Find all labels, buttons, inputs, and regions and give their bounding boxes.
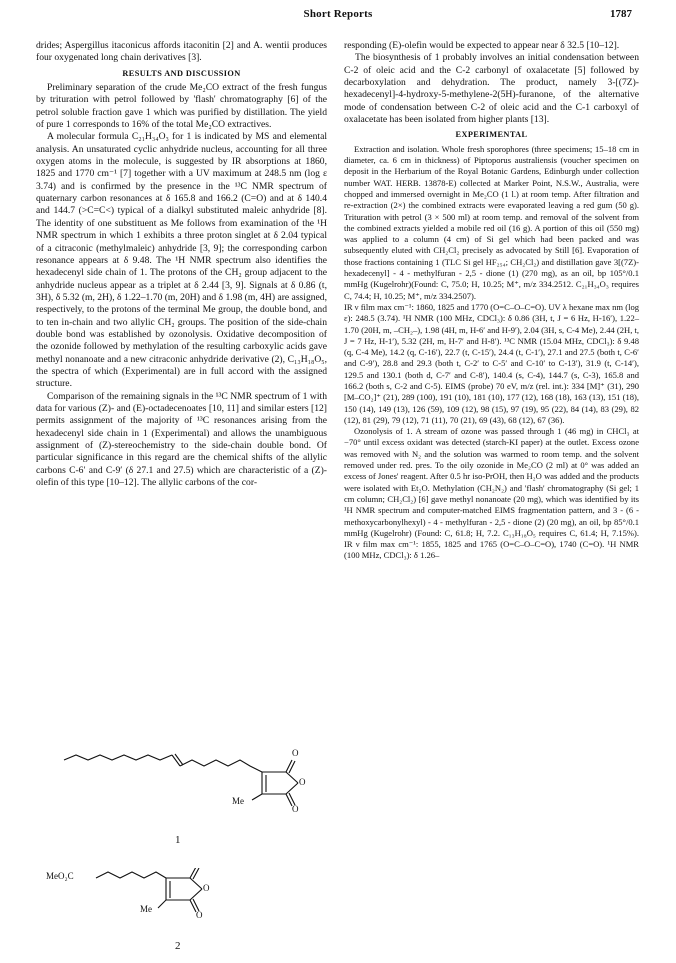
left-column	[36, 40, 327, 489]
right-intro-paragraph: responding (E)-olefin would be expected to appear near δ 32.5 [10–12].	[344, 40, 620, 51]
structure-2-ring-oxygen: O	[203, 883, 210, 893]
page-number: 1787	[610, 8, 632, 20]
structure-1-oxygen-bottom: O	[292, 804, 299, 814]
structure-1-oxygen-top: O	[292, 748, 299, 758]
running-title: Short Reports	[303, 8, 373, 20]
right-column	[344, 40, 639, 562]
results-paragraph-1: Preliminary separation of the crude Me₂CO extract of the fresh fungus by trituration with petrol followed by 'flash' chromatography [6] of the petrol soluble fraction gave 1 which was purified by distillation. The yield of pure 1 corresponds to 16% of the total Me₂CO extractives.	[36, 82, 327, 131]
structure-1-number: 1	[175, 834, 181, 846]
structure-1-ring-oxygen: O	[299, 777, 306, 787]
experimental-section	[344, 144, 639, 562]
ozonolysis-paragraph: Ozonolysis of 1. A stream of ozone was passed through 1 (46 mg) in CHCl₃ at −70° until excess oxidant was detected (starch-KI paper) at the outlet. Excess ozone was removed with N₂ and the solution was warmed to room temp. and the solvent removed under red. pres. To the oily ozonide in Me₂CO (2 ml) at 0° was added an excess of Jones' reagent. After 0.5 hr iso-PrOH, then H₂O was added and the products were isolated with Et₂O. Methylation (CH₂N₂) and 'flash' chromatography (Si gel; 1 cm column; CH₂Cl₂) [6] gave methyl nonanoate (20 mg), which was identified by its ¹H NMR spectrum and computer-matched EIMS fragmentation pattern, and 3 - (6 - methoxycarbonylhexyl) - 4 - methylfuran - 2,5 - dione (2) (20 mg), an oil, bp 85°/0.1 mmHg (Kugelrohr) (Found: C, 61.8; H, 7.2. C₁₃H₁₈O₅ requires C, 61.4; H, 7.15%). IR ν film max cm⁻¹: 1855, 1825 and 1765 (O=C–O–C=O), 1740 (C=O). ¹H NMR (100 MHz, CDCl₃): δ 1.26–	[344, 426, 639, 561]
structure-2-oxygen-bottom: O	[196, 910, 203, 920]
structure-1-drawing	[36, 752, 326, 852]
experimental-heading: EXPERIMENTAL	[455, 130, 528, 140]
structure-2-ester-label: MeO₂C	[46, 871, 74, 881]
left-intro-paragraph: drides; Aspergillus itaconicus affords itaconitin [2] and A. wentii produces four oxygenated long chain derivatives [3].	[36, 40, 327, 64]
structure-2	[36, 868, 326, 958]
structure-2-drawing	[36, 868, 326, 958]
structure-1-methyl-label: Me	[232, 796, 244, 806]
spectra-paragraph: IR ν film max cm⁻¹: 1860, 1825 and 1770 (O=C–O–C=O). UV λ hexane max nm (log ε): 248.5 (3.74). ¹H NMR (100 MHz, CDCl₃): δ 0.86 (3H, t, J = 6 Hz, H-16′), 1.22–1.70 (20H, m, –CH₂–), 1.98 (4H, m, H-6′ and H-9′), 2.04 (3H, s, C-4 Me), 2.44 (2H, t, J = 7 Hz, H-1′), 5.32 (2H, m, H-7′ and H-8′). ¹³C NMR (15.04 MHz, CDCl₃): δ 9.48 (q, C-4 Me), 14.2 (q, C-16′), 22.7 (t, C-15′), 24.4 (t, C-1′), 27.1 and 27.5 (both t, C-6′ and C-9′), 28.8 and 29.3 (both t, C-2′ to C-5′ and C-10′ to C-13′), 31.9 (t, C-14′), 129.5 and 130.1 (both d, C-7′ and C-8′), 140.4 (s, C-4), 144.7 (s, C-3), 165.8 and 166.2 (both s, C-2 and C-5). EIMS (probe) 70 eV, m/z (rel. int.): 334 [M]⁺ (31), 290 [M–CO₂]⁺ (21), 289 (100), 191 (10), 181 (10), 177 (12), 168 (18), 163 (13), 151 (18), 150 (14), 149 (13), 126 (59), 109 (12), 98 (15), 97 (19), 95 (22), 84 (14), 83 (29), 82 (12), 81 (29), 79 (12), 71 (11), 70 (21), 69 (43), 68 (12), 67 (36).	[344, 301, 639, 425]
results-paragraph-3: Comparison of the remaining signals in the ¹³C NMR spectrum of 1 with data for various (Z)- and (E)-octadecenoates [10, 11] and similar esters [12] permits assignment of the majority of ¹³C resonances arising from the hexadecenyl side chain in 1 (Experimental) and allows the unambiguous assignment of (Z)-stereochemistry to the side-chain double bond. Of particular significance in this regard are the chemical shifts of the allylic carbons C-6′ and C-9′ (δ 27.1 and 27.5) which are characteristic of a (Z)-olefin of this type [10–12]. The allylic carbons of the cor-	[36, 390, 327, 489]
biosynthesis-paragraph: The biosynthesis of 1 probably involves an initial condensation between C-2 of oleic acid and the C-2 carbonyl of oxalacetate [5] followed by decarboxylation and dehydration. The product, namely 3-[(7Z)-hexadecenyl]-4-hydroxy-5-methylene-2(5H)-furanone, of the alternative mode of condensation between C-2 of oleic acid and the C-1 carboxyl of oxalacetate has been isolated from higher plants [13].	[344, 52, 639, 126]
extraction-paragraph: Extraction and isolation. Whole fresh sporophores (three specimens; 15–18 cm in diameter, ca. 6 cm in thickness) of Piptoporus australiensis (voucher specimen on deposit in the Herbarium of the Royal Botanic Gardens, Edinburgh under collection number WAT. HERB. 13878-E) collected at Marker Point, N.S.W., Australia, were chopped and immersed overnight in Me₂CO (1 l.) at room temp. After filtration and re-extraction (2×) the combined extracts were evaporated leaving a red gum (50 g). Trituration with petrol (3 × 500 ml) at room temp. and removal of the solvent from the combined extracts yielded a mobile red oil (16 g). A portion of this oil (550 mg) was applied to a column (4 cm) of Si gel which had been packed and was subsequently eluted with CH₂Cl₂ precisely as advocated by Still [6]. Evaporation of those fractions containing 1 (TLC Si gel HF₂₅₄; CH₂Cl₂) and distillation gave 3[(7Z)-hexadecenyl] - 4 - methylfuran - 2,5 - dione (1) (270 mg), as an oil, bp 105°/0.1 mmHg (Kugelrohr)(Found: C, 75.0; H, 10.25; M⁺, m/z 334.2512. C₂₁H₃₄O₃ requires C, 74.4; H, 10.25; M⁺, m/z 334.2507).	[344, 143, 639, 301]
structure-2-number: 2	[175, 940, 181, 952]
running-header	[0, 8, 676, 22]
structure-2-methyl-label: Me	[140, 904, 152, 914]
results-heading: RESULTS AND DISCUSSION	[122, 68, 241, 78]
results-paragraph-2: A molecular formula C₂₁H₃₄O₃ for 1 is indicated by MS and elemental analysis. An unsaturated cyclic anhydride nucleus, accounting for all three oxygen atoms in the molecule, is suggested by IR absorptions at 1860, 1825 and 1770 cm⁻¹ [7] together with a UV maximum at 248.5 nm (log ε 3.74) and is confirmed by the presence in the ¹³C NMR spectrum of quaternary carbon resonances at δ 165.8 and 166.2 (C=O) and at δ 140.4 and 144.7 (>C=C<) typical of a dialkyl substituted maleic anhydride [8]. The identity of one substituent as Me follows from examination of the ¹H NMR spectrum in which 1 exhibits a three proton singlet at δ 2.04 typical of a citraconic (methylmaleic) anhydride [3, 9]; the corresponding carbon resonance appears at δ 9.48. The ¹H NMR spectrum also identifies the hexadecenyl side chain of 1. The protons of the CH₂ group adjacent to the anhydride nucleus appear as a triplet at δ 2.44 [3, 9]. Signals at δ 0.86 (t, 3H), δ 5.32 (m, 2H), δ 1.22–1.70 (m, 20H) and δ 1.98 (m, 4H) are assigned, respectively, to the protons of the terminal Me group, the double bond, and to ten in-chain and two allylic CH₂ groups. The position of the side-chain double bond was established by ozonolysis. Oxidative decomposition of the ozonide followed by methylation of the resulting carboxylic acids gave methyl nonanoate and a new citraconic anhydride derivative (2), C₁₃H₁₈O₅, the spectra of which (Experimental) are in full accord with the assigned structure.	[36, 131, 327, 390]
structure-1	[36, 748, 326, 852]
